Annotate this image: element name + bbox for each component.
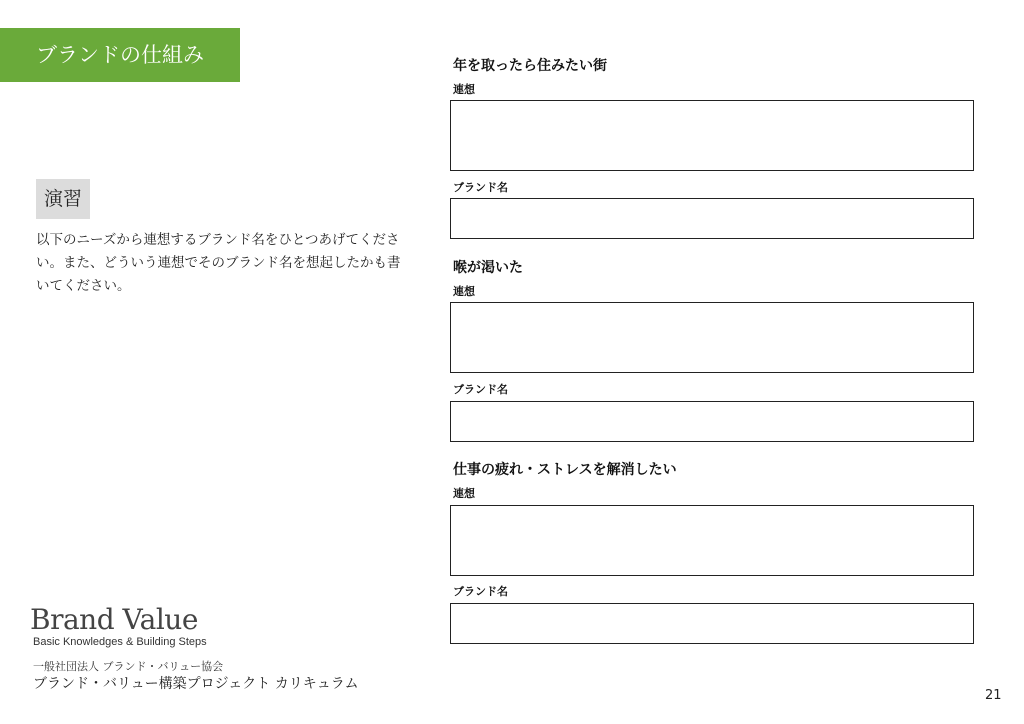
organization-name: 一般社団法人 ブランド・バリュー協会 bbox=[33, 660, 224, 673]
brand-name-input-3[interactable] bbox=[450, 603, 974, 644]
page-title: ブランドの仕組み bbox=[0, 28, 240, 82]
association-input-1[interactable] bbox=[450, 100, 974, 171]
association-input-2[interactable] bbox=[450, 302, 974, 373]
brand-value-logo: Brand Value bbox=[30, 603, 198, 636]
curriculum-title: ブランド・バリュー構築プロジェクト カリキュラム bbox=[33, 676, 359, 692]
page-number: 21 bbox=[985, 688, 1002, 703]
exercise-badge: 演習 bbox=[36, 179, 90, 219]
brand-label-1: ブランド名 bbox=[453, 181, 508, 194]
brand-label-3: ブランド名 bbox=[453, 585, 508, 598]
brand-name-input-1[interactable] bbox=[450, 198, 974, 239]
association-label-1: 連想 bbox=[453, 83, 475, 96]
brand-label-2: ブランド名 bbox=[453, 383, 508, 396]
association-label-2: 連想 bbox=[453, 285, 475, 298]
logo-tagline: Basic Knowledges & Building Steps bbox=[33, 636, 207, 648]
exercise-instructions: 以下のニーズから連想するブランド名をひとつあげてください。また、どういう連想でそのブランド名を想起したかも書いてください。 bbox=[36, 232, 401, 294]
brand-name-input-2[interactable] bbox=[450, 401, 974, 442]
theme-title-3: 仕事の疲れ・ストレスを解消したい bbox=[453, 462, 677, 478]
association-input-3[interactable] bbox=[450, 505, 974, 576]
theme-title-1: 年を取ったら住みたい街 bbox=[453, 58, 607, 74]
association-label-3: 連想 bbox=[453, 487, 475, 500]
theme-title-2: 喉が渇いた bbox=[453, 260, 523, 276]
